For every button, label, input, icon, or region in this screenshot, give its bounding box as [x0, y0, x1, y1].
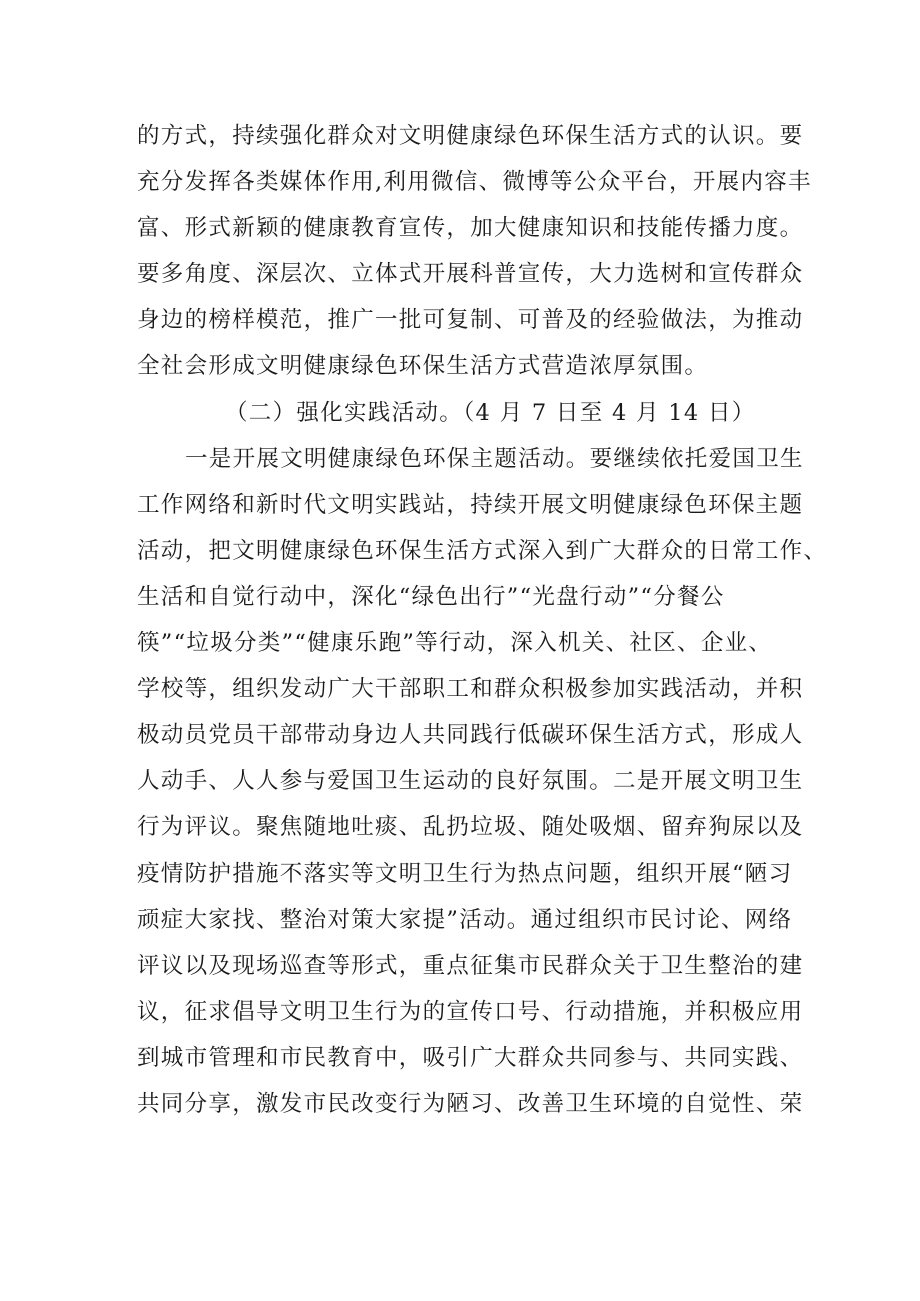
- text-line: 议，征求倡导文明卫生行为的宣传口号、行动措施，并积极应用: [137, 998, 804, 1025]
- text-line: 的方式，持续强化群众对文明健康绿色环保生活方式的认识。要: [137, 123, 804, 149]
- text-line: 身边的榜样模范，推广一批可复制、可普及的经验做法，为推动: [137, 307, 804, 334]
- text-line: 疫情防护措施不落实等文明卫生行为热点问题，组织开展“陋习: [137, 860, 793, 887]
- text-line: 一是开展文明健康绿色环保主题活动。要继续依托爱国卫生: [185, 445, 804, 472]
- text-line: 共同分享，激发市民改变行为陋习、改善卫生环境的自觉性、荣: [137, 1090, 804, 1117]
- text-line: 到城市管理和市民教育中，吸引广大群众共同参与、共同实践、: [137, 1044, 804, 1071]
- body-text: [137, 113, 828, 1127]
- text-line: 人动手、人人参与爱国卫生运动的良好氛围。二是开展文明卫生: [137, 768, 804, 795]
- text-line: 极动员党员干部带动身边人共同践行低碳环保生活方式，形成人: [137, 722, 804, 749]
- section-heading: （二）强化实践活动。（4 月 7 日至 4 月 14 日）: [225, 399, 756, 426]
- text-line: 充分发挥各类媒体作用,利用微信、微博等公众平台，开展内容丰: [137, 169, 812, 196]
- text-line: 工作网络和新时代文明实践站，持续开展文明健康绿色环保主题: [137, 491, 804, 518]
- text-line: 活动，把文明健康绿色环保生活方式深入到广大群众的日常工作、: [137, 537, 828, 564]
- text-line: 评议以及现场巡查等形式，重点征集市民群众关于卫生整治的建: [137, 952, 804, 979]
- text-line: 生活和自觉行动中，深化“绿色出行”“光盘行动”“分餐公: [137, 583, 725, 610]
- text-line: 要多角度、深层次、立体式开展科普宣传，大力选树和宣传群众: [137, 261, 804, 288]
- text-line: 顽症大家找、整治对策大家提”活动。通过组织市民讨论、网络: [137, 906, 793, 933]
- text-line: 学校等，组织发动广大干部职工和群众积极参加实践活动，并积: [137, 676, 804, 703]
- text-line: 筷”“垃圾分类”“健康乐跑”等行动，深入机关、社区、企业、: [137, 630, 773, 657]
- text-line: 富、形式新颖的健康教育宣传，加大健康知识和技能传播力度。: [137, 215, 804, 242]
- text-line: 行为评议。聚焦随地吐痰、乱扔垃圾、随处吸烟、留弃狗尿以及: [137, 814, 804, 841]
- text-line: 全社会形成文明健康绿色环保生活方式营造浓厚氛围。: [137, 353, 709, 380]
